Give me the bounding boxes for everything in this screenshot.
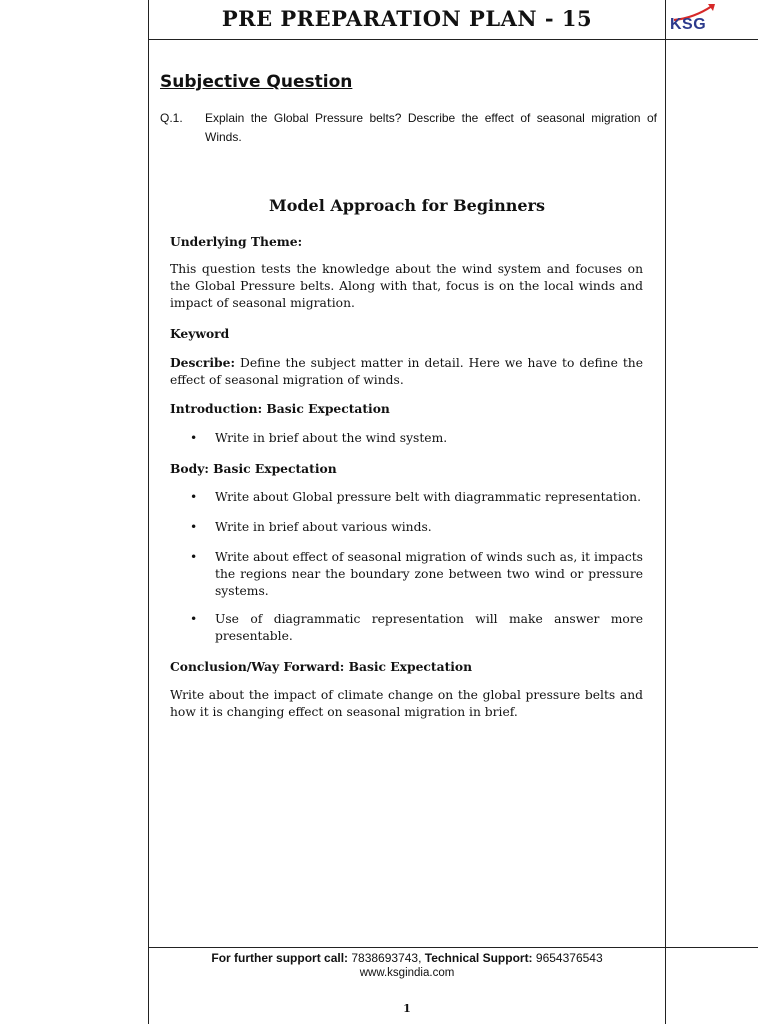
- bullet-icon: •: [190, 490, 198, 504]
- list-item: Write in brief about various winds.: [215, 520, 432, 534]
- subjective-heading: Subjective Question: [160, 72, 353, 92]
- list-item: Use of diagrammatic representation will make answer more presentable.: [215, 612, 643, 643]
- list-item: Write in brief about the wind system.: [215, 431, 448, 445]
- body-bullet-1: [190, 489, 643, 506]
- tech-support-phone: 9654376543: [532, 951, 603, 965]
- question-number: Q.1.: [160, 111, 183, 125]
- bullet-icon: •: [190, 612, 198, 626]
- ksg-logo: [668, 2, 720, 38]
- question-block: [160, 109, 657, 147]
- tech-support-label: Technical Support:: [421, 951, 533, 965]
- intro-heading: Introduction: Basic Expectation: [170, 401, 390, 416]
- keyword-heading: Keyword: [170, 326, 230, 341]
- footer-rule: [148, 947, 758, 948]
- frame-right-rule: [665, 0, 666, 1024]
- describe-text: Define the subject matter in detail. Here we have to define the effect of seasonal migration of winds.: [170, 356, 643, 387]
- conclusion-text: Write about the impact of climate change on the global pressure belts and how it is changing effect on seasonal migration in brief.: [170, 688, 643, 719]
- bullet-icon: •: [190, 550, 198, 564]
- header-rule: [148, 39, 758, 40]
- describe-label: Describe:: [170, 355, 236, 370]
- underlying-theme-heading: Underlying Theme:: [170, 234, 303, 249]
- support-phone: 7838693743,: [348, 951, 422, 965]
- footer-support: [149, 951, 665, 965]
- list-item: Write about effect of seasonal migration of winds such as, it impacts the regions near the boundary zone between two wind or pressure systems.: [215, 550, 643, 598]
- list-item: Write about Global pressure belt with diagrammatic representation.: [215, 490, 642, 504]
- page-number: 1: [403, 1002, 411, 1015]
- body-heading: Body: Basic Expectation: [170, 461, 337, 476]
- underlying-theme-text: This question tests the knowledge about the wind system and focuses on the Global Pressure belts. Along with that, focus is on the local winds and impact of seasonal migration.: [170, 262, 643, 310]
- describe-paragraph: [170, 354, 643, 389]
- support-label: For further support call:: [211, 951, 349, 965]
- model-approach-title: Model Approach for Beginners: [268, 196, 545, 215]
- body-bullet-2: [190, 519, 643, 536]
- body-bullet-4: [190, 611, 643, 645]
- bullet-icon: •: [190, 520, 198, 534]
- footer-website[interactable]: www.ksgindia.com: [359, 967, 455, 979]
- intro-bullet: [190, 430, 643, 447]
- conclusion-heading: Conclusion/Way Forward: Basic Expectation: [170, 659, 473, 674]
- body-bullet-3: [190, 549, 643, 600]
- bullet-icon: •: [190, 431, 198, 445]
- question-text: Explain the Global Pressure belts? Describe the effect of seasonal migration of Winds.: [205, 111, 657, 144]
- logo-text: KSG: [670, 16, 707, 33]
- frame-left-rule: [148, 0, 149, 1024]
- page-title: PRE PREPARATION PLAN - 15: [221, 6, 593, 31]
